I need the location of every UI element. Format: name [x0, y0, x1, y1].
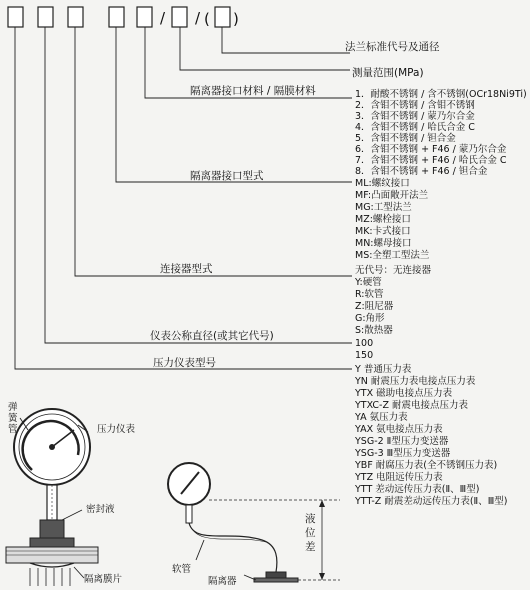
separator-slash-1: / — [160, 9, 166, 27]
label-gauge-model: 压力仪表型号 — [153, 357, 216, 369]
label-level-diff-2: 位 — [305, 527, 316, 539]
leader-model — [15, 27, 352, 369]
leader-diaphragm — [74, 567, 84, 578]
interface-option: ML:螺纹接口 — [355, 178, 410, 189]
model-option: Y 普通压力表 — [355, 364, 412, 375]
material-option: 2．含钼不锈钢 / 含钼不锈钢 — [355, 100, 475, 111]
diameter-option: 100 — [355, 338, 374, 349]
code-box-model — [8, 7, 23, 27]
label-spring-tube — [8, 401, 18, 435]
label-level-diff — [305, 512, 316, 553]
code-box-range — [172, 7, 187, 27]
material-option: 5．含钼不锈钢 / 钽合金 — [355, 133, 456, 144]
leader-diameter — [45, 27, 352, 343]
label-isolator: 隔离器 — [208, 576, 237, 587]
code-box-flange — [215, 7, 230, 27]
interface-option: MZ:螺栓接口 — [355, 214, 411, 225]
materials-options — [355, 88, 527, 177]
diameter-option: 150 — [355, 350, 374, 361]
connector-option: S:散热器 — [355, 325, 393, 336]
seal-lower-body — [30, 538, 74, 547]
leader-lines — [15, 27, 352, 369]
connector-option: 无代号：无连接器 — [355, 265, 432, 276]
label-level-diff-3: 差 — [305, 541, 316, 553]
interface-option: MF:凸面敞开法兰 — [355, 190, 429, 201]
label-level-diff-1: 液 — [305, 513, 316, 525]
interface-option: MN:螺母接口 — [355, 238, 412, 249]
connector-option: Z:阻尼器 — [355, 301, 394, 312]
model-option: YTT 差动远传压力表(Ⅱ、Ⅲ型) — [355, 484, 480, 495]
diameter-options — [355, 338, 373, 361]
paren-close: ) — [233, 10, 239, 28]
label-materials: 隔离器接口材料 / 隔膜材料 — [190, 85, 316, 97]
leader-sealing-liquid — [62, 510, 82, 520]
label-interface-type: 隔离器接口型式 — [190, 170, 264, 182]
label-sealing-liquid: 密封液 — [86, 504, 115, 515]
label-hose: 软管 — [172, 564, 192, 575]
label-nominal-diameter: 仪表公称直径(或其它代号) — [150, 330, 274, 342]
material-option: 8．含钼不锈钢 + F46 / 钽合金 — [355, 166, 488, 177]
model-option: YN 耐震压力表电接点压力表 — [355, 376, 476, 387]
interface-option: MG:工型法兰 — [355, 202, 412, 213]
leader-hose — [196, 540, 204, 560]
model-option: YSG-2 Ⅱ型压力变送器 — [355, 436, 449, 447]
label-connector-type: 连接器型式 — [160, 263, 213, 275]
interface-option: MS:全塑工型法兰 — [355, 250, 430, 261]
connector-option: R:软管 — [355, 289, 384, 300]
code-box-connector — [68, 7, 83, 27]
gauge-pivot — [49, 444, 55, 450]
leader-range — [180, 27, 350, 70]
remote-gauge-stem — [186, 505, 192, 523]
connector-option: Y:硬管 — [355, 277, 382, 288]
leader-connector — [75, 27, 352, 276]
diaphragm-seal-illustration — [6, 409, 98, 586]
leader-flange — [222, 27, 350, 53]
material-option: 7．含钼不锈钢 + F46 / 哈氏合金 C — [355, 155, 507, 166]
connector-option: G:角形 — [355, 313, 385, 324]
dimension-arrow-down-icon — [319, 573, 325, 580]
interface-option: MK:卡式接口 — [355, 226, 411, 237]
model-option: YTZ 电阻远传压力表 — [355, 472, 443, 483]
code-box-interface — [109, 7, 124, 27]
isolator-base — [254, 578, 298, 582]
code-boxes — [8, 7, 239, 28]
isolation-diaphragm-icon — [30, 563, 74, 567]
material-option: 1．耐酸不锈钢 / 含不锈钢(OCr18Ni9Ti) — [355, 89, 527, 100]
label-pressure-gauge: 压力仪表 — [97, 424, 136, 435]
model-option: YTXC-Z 耐震电接点压力表 — [355, 400, 469, 411]
material-option: 3．含钼不锈钢 / 蒙乃尔合金 — [355, 111, 475, 122]
hose-outline — [189, 523, 266, 542]
seal-upper-body — [40, 520, 64, 538]
model-option: YBF 耐腐压力表(全不锈钢压力表) — [355, 460, 498, 471]
model-option: YTX 磁助电接点压力表 — [355, 388, 453, 399]
paren-open: ( — [204, 10, 210, 28]
model-option: YSG-3 Ⅲ型压力变送器 — [355, 448, 451, 459]
model-options — [354, 363, 507, 507]
model-option: YAX 氨电接点压力表 — [355, 424, 443, 435]
material-option: 4．含钼不锈钢 / 哈氏合金 C — [355, 122, 475, 133]
separator-slash-2: / — [195, 9, 201, 27]
code-box-diameter — [38, 7, 53, 27]
pressure-arrows — [30, 568, 70, 586]
material-option: 6．含钼不锈钢 + F46 / 蒙乃尔合金 — [355, 144, 507, 155]
label-spring-tube-2: 簧 — [8, 413, 18, 424]
label-spring-tube-3: 管 — [8, 424, 18, 435]
model-option: YA 氨压力表 — [355, 412, 408, 423]
label-isolation-diaphragm: 隔离膜片 — [84, 574, 123, 585]
dimension-arrow-up-icon — [319, 500, 325, 507]
label-spring-tube-1: 弹 — [8, 402, 18, 413]
hose-icon — [189, 523, 277, 572]
isolator-body — [266, 572, 286, 578]
label-pressure-range: 测量范围(MPa) — [352, 67, 424, 79]
leader-interface — [116, 27, 352, 182]
code-box-material — [137, 7, 152, 27]
model-option: YTT-Z 耐震差动远传压力表(Ⅱ、Ⅲ型) — [355, 496, 508, 507]
connector-options — [354, 264, 432, 336]
label-flange-standard: 法兰标准代号及通径 — [345, 41, 440, 53]
interface-options — [355, 177, 430, 261]
